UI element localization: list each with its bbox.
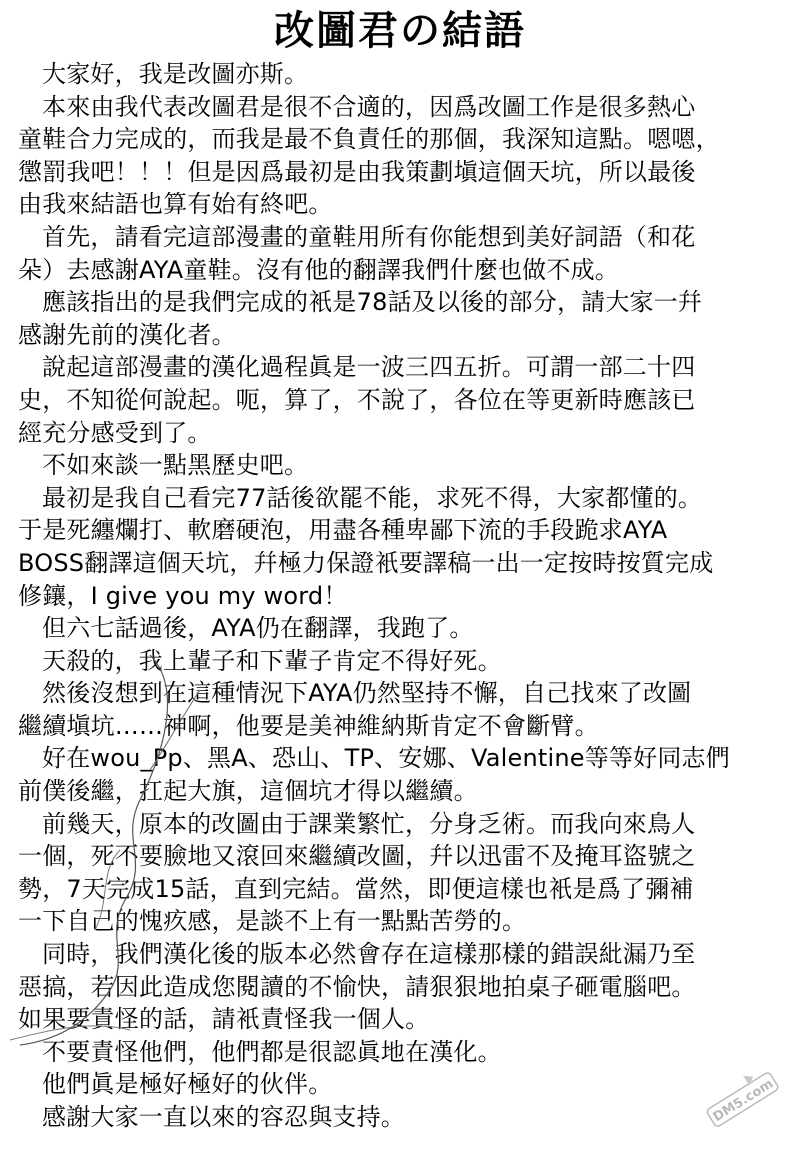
text-line: BOSS翻譯這個天坑，幷極力保證衹要譯稿一出一定按時按質完成 — [18, 548, 714, 577]
text-line: 一下自己的愧疚感，是談不上有一點點苦勞的。 — [18, 907, 527, 936]
text-line: 由我來結語也算有始有終吧。 — [18, 190, 333, 219]
text-line: 前僕後繼，扛起大旗，這個坑才得以繼續。 — [18, 777, 478, 806]
text-line: 說起這部漫畫的漢化過程眞是一波三四五折。可謂一部二十四 — [42, 353, 696, 382]
text-line: 同時，我們漢化後的版本必然會存在這樣那樣的錯誤紕漏乃至 — [42, 940, 696, 969]
text-line: 首先，請看完這部漫畫的童鞋用所有你能想到美好詞語（和花 — [42, 222, 696, 251]
text-line: 最初是我自己看完77話後欲罷不能，求死不得，大家都懂的。 — [42, 483, 703, 512]
text-line: 大家好，我是改圖亦斯。 — [42, 60, 309, 88]
text-line: 史，不知從何說起。呃，算了，不說了，各位在等更新時應該已 — [18, 385, 696, 414]
text-line: 修鑲，I give you my word！ — [18, 581, 348, 610]
text-line: 他們眞是極好極好的伙伴。 — [42, 1070, 333, 1099]
text-line: 繼續塡坑……神啊，他要是美神維納斯肯定不會斷臂。 — [18, 711, 599, 740]
text-line: 感謝大家一直以來的容忍與支持。 — [42, 1103, 405, 1131]
text-line: 好在wou_Pp、黑A、恐山、TP、安娜、Valentine等等好同志們 — [42, 744, 730, 773]
text-line: 不要責怪他們，他們都是很認眞地在漢化。 — [42, 1037, 502, 1066]
text-line: 于是死纏爛打、軟磨硬泡，用盡各種卑鄙下流的手段跪求AYA — [18, 516, 668, 545]
text-line: 然後沒想到在這種情況下AYA仍然堅持不懈，自己找來了改圖 — [42, 679, 692, 708]
text-line: 感謝先前的漢化者。 — [18, 320, 236, 349]
page-title: 改圖君の結語 — [274, 7, 526, 54]
text-line: 童鞋合力完成的，而我是最不負責任的那個，我深知這點。嗯嗯， — [18, 125, 720, 154]
text-line: 但六七話過後，AYA仍在翻譯，我跑了。 — [42, 614, 474, 643]
text-line: 不如來談一點黑歷史吧。 — [42, 451, 309, 480]
text-line: 本來由我代表改圖君是很不合適的，因爲改圖工作是很多熱心 — [42, 92, 696, 121]
text-line: 天殺的，我上輩子和下輩子肯定不得好死。 — [42, 646, 502, 675]
text-line: 經充分感受到了。 — [18, 418, 212, 447]
text-line: 如果要責怪的話，請衹責怪我一個人。 — [18, 1005, 430, 1034]
text-line: 朵）去感謝AYA童鞋。沒有他的翻譯我們什麼也做不成。 — [18, 255, 619, 284]
text-line: 懲罰我吧！！！但是因爲最初是由我策劃塡這個天坑，所以最後 — [18, 157, 696, 186]
text-line: 應該指出的是我們完成的衹是78話及以後的部分，請大家一幷 — [42, 288, 703, 317]
text-line: 前幾天，原本的改圖由于課業繁忙，分身乏術。而我向來鳥人 — [42, 809, 696, 838]
text-line: 勢，7天完成15話，直到完結。當然，即便這樣也衹是爲了彌補 — [18, 874, 694, 903]
text-line: 一個，死不要臉地又滾回來繼續改圖，幷以迅雷不及掩耳盜號之 — [18, 842, 696, 871]
text-line: 惡搞，若因此造成您閱讀的不愉快，請狠狠地拍桌子砸電腦吧。 — [18, 972, 696, 1001]
body-text — [18, 58, 793, 1134]
dm5-watermark-logo — [696, 1062, 786, 1132]
watermark-text: DM5.com — [710, 1076, 777, 1126]
